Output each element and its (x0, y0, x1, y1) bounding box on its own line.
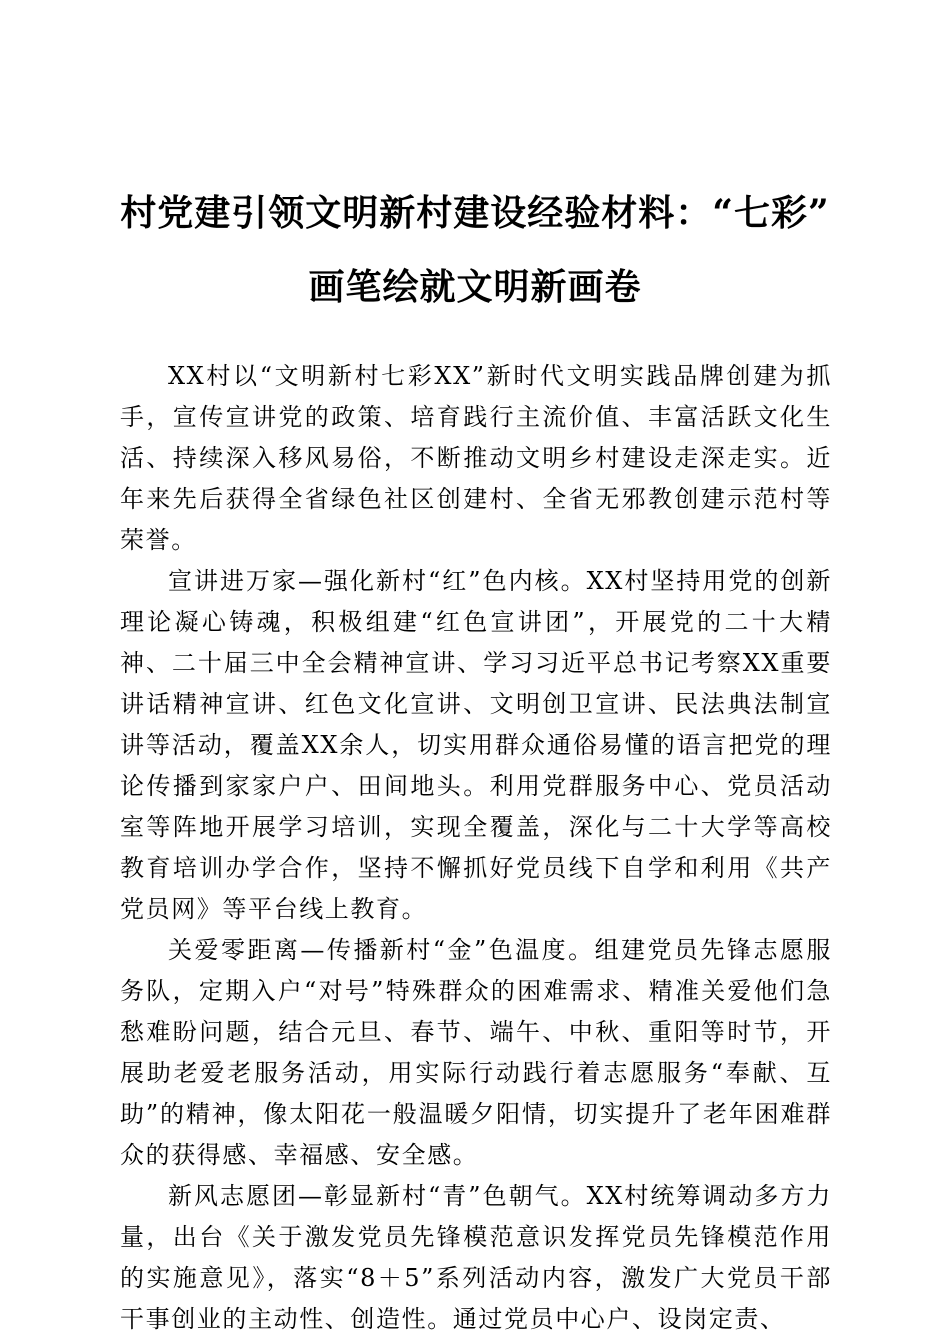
paragraph-green: 新风志愿团—彰显新村“青”色朝气。XX村统筹调动多方力量，出台《关于激发党员先锋模范意识发挥党员先锋模范作用的实施意见》，落实“8＋5”系列活动内容，激发广大党员干部干事创业的主动性、创造性。通过党员中心户、设岗定责、 (120, 1182, 832, 1333)
document-title-line-2: 画笔绘就文明新画卷 (308, 266, 642, 308)
document-body (120, 356, 832, 1340)
document-title-line-1: 村党建引领文明新村建设经验材料：“七彩” (120, 192, 830, 234)
paragraph-red: 宣讲进万家—强化新村“红”色内核。XX村坚持用党的创新理论凝心铸魂，积极组建“红色宣讲团”，开展党的二十大精神、二十届三中全会精神宣讲、学习习近平总书记考察XX重要讲话精神宣讲、红色文化宣讲、文明创卫宣讲、民法典法制宣讲等活动，覆盖XX余人，切实用群众通俗易懂的语言把党的理论传播到家家户户、田间地头。利用党群服务中心、党员活动室等阵地开展学习培训，实现全覆盖，深化与二十大学等高校教育培训办学合作，坚持不懈抓好党员线下自学和利用《共产党员网》等平台线上教育。 (120, 567, 832, 923)
paragraph-gold: 关爱零距离—传播新村“金”色温度。组建党员先锋志愿服务队，定期入户“对号”特殊群众的困难需求、精准关爱他们急愁难盼问题，结合元旦、春节、端午、中秋、重阳等时节，开展助老爱老服务活动，用实际行动践行着志愿服务“奉献、互助”的精神，像太阳花一般温暖夕阳情，切实提升了老年困难群众的获得感、幸福感、安全感。 (120, 936, 832, 1169)
paragraph-intro: XX村以“文明新村七彩XX”新时代文明实践品牌创建为抓手，宣传宣讲党的政策、培育践行主流价值、丰富活跃文化生活、持续深入移风易俗，不断推动文明乡村建设走深走实。近年来先后获得全省绿色社区创建村、全省无邪教创建示范村等荣誉。 (120, 362, 832, 554)
